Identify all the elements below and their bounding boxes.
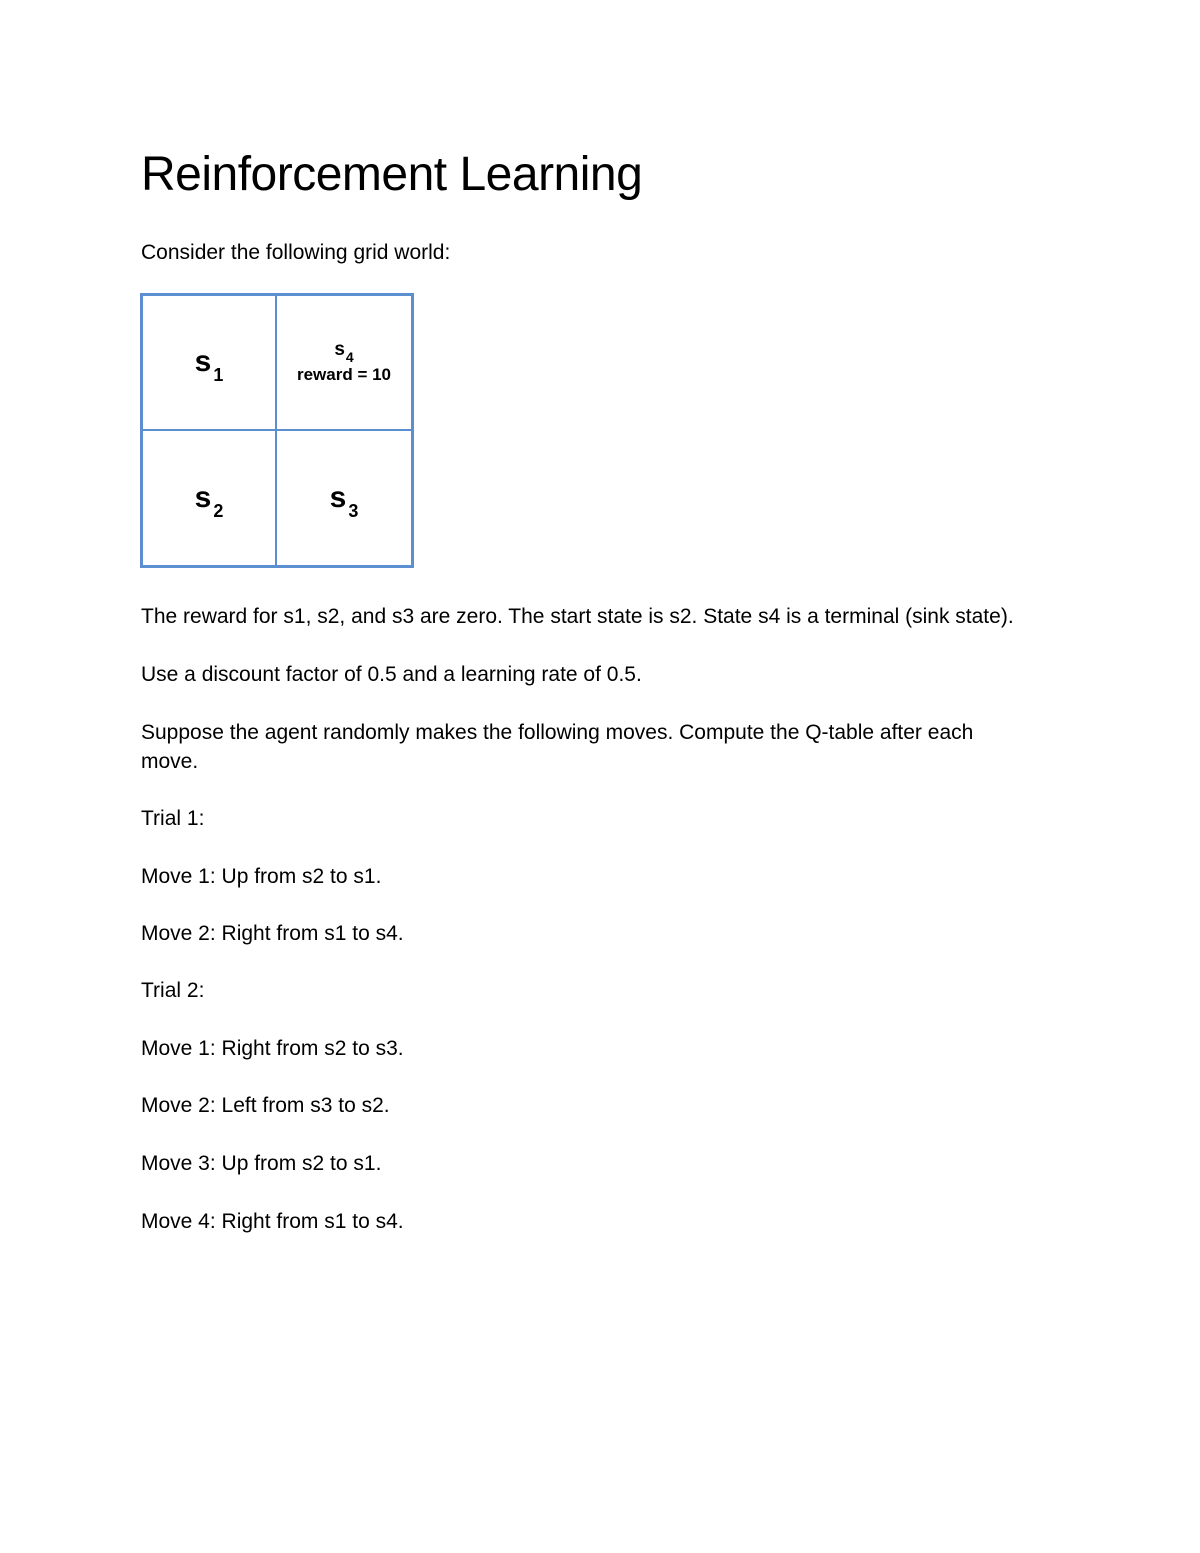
reward-label-s4: reward = 10 bbox=[296, 364, 392, 384]
discount-paragraph: Use a discount factor of 0.5 and a learning rate of 0.5. bbox=[141, 663, 642, 686]
state-label-s3: s $_3$ bbox=[329, 480, 359, 521]
state-label-s2: s $_2$ bbox=[194, 480, 224, 521]
trial2-move2: Move 2: Left from s3 to s2. bbox=[141, 1094, 390, 1117]
intro-text: Consider the following grid world: bbox=[141, 241, 451, 264]
suppose-paragraph-line1: Suppose the agent randomly makes the following moves. Compute the Q-table after each bbox=[141, 721, 974, 744]
state-label-s1: s $_1$ bbox=[194, 345, 224, 386]
trial2-heading: Trial 2: bbox=[141, 979, 205, 1002]
suppose-paragraph-line2: move. bbox=[141, 750, 199, 773]
trial1-move2: Move 2: Right from s1 to s4. bbox=[141, 922, 404, 945]
rewards-paragraph: The reward for s1, s2, and s3 are zero. The start state is s2. State s4 is a terminal (sink state). bbox=[141, 605, 1014, 628]
trial2-move3: Move 3: Up from s2 to s1. bbox=[141, 1152, 382, 1175]
grid-cell-s1 bbox=[143, 296, 277, 431]
grid-cell-s2 bbox=[143, 431, 277, 566]
state-label-s4: $s_4$ bbox=[334, 338, 354, 365]
grid-world bbox=[140, 293, 414, 568]
trial1-move1: Move 1: Up from s2 to s1. bbox=[141, 865, 382, 888]
trial1-heading: Trial 1: bbox=[141, 807, 205, 830]
page-title: Reinforcement Learning bbox=[141, 148, 643, 201]
trial2-move1: Move 1: Right from s2 to s3. bbox=[141, 1037, 404, 1060]
trial2-move4: Move 4: Right from s1 to s4. bbox=[141, 1210, 404, 1233]
grid-cell-s3 bbox=[277, 431, 411, 566]
grid-cell-s4 bbox=[277, 296, 411, 431]
